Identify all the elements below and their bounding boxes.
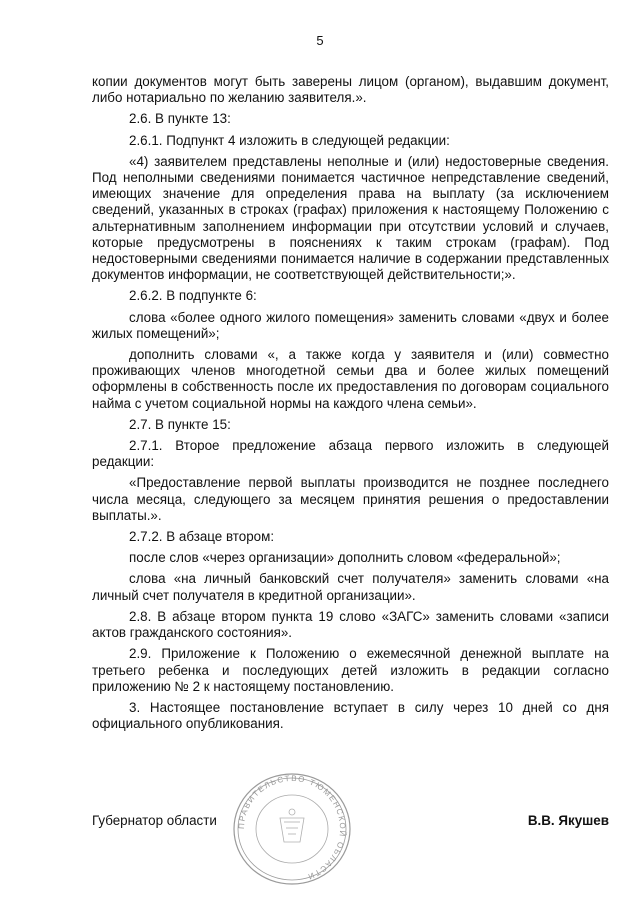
paragraph: 2.6.1. Подпункт 4 изложить в следующей редакции: [129,132,450,148]
paragraph: 2.7.2. В абзаце втором: [129,529,275,545]
paragraph: «4) заявителем представлены неполные и (или) недостоверные сведения. Под неполными сведениями понимается частичное непредставление сведений, имеющих значение для определения права на выплату (за исключением сведений, указанных в строках (графах) приложения к настоящему Положению с альтернативным заполнением информации при отсутствии условий и случаев, которые предусмотрены в пояснениях к таким строкам (графам). Под недостоверными сведениями понимается наличие в содержании представленных документов информации, не соответствующей действительности;». [92,153,609,283]
paragraph: после слов «через организации» дополнить словом «федеральной»; [129,550,561,566]
seal-text: ПРАВИТЕЛЬСТВО ТЮМЕНСКОЙ ОБЛАСТИ [236,773,348,882]
paragraph: 3. Настоящее постановление вступает в силу через 10 дней со дня официального опубликования. [92,699,609,732]
paragraph: «Предоставление первой выплаты производится не позднее последнего числа месяца, следующего за месяцем принятия решения о предоставлении выплаты.». [92,475,609,523]
signatory-name: В.В. Якушев [527,813,609,828]
paragraph: 2.7.1. Второе предложение абзаца первого изложить в следующей редакции: [92,438,609,470]
paragraph: 2.8. В абзаце втором пункта 19 слово «ЗАГС» заменить словами «записи актов гражданского состояния». [92,608,609,641]
paragraph: дополнить словами «, а также когда у заявителя и (или) совместно проживающих членов многодетной семьи два и более жилых помещений оформлены в собственность после их предоставления по договорам социального найма с учетом социальной нормы на каждого члена семьи». [92,347,609,411]
page-number: 5 [316,33,324,48]
paragraph: копии документов могут быть заверены лицом (органом), выдавшим документ, либо нотариально по желанию заявителя.». [92,74,609,106]
paragraph: 2.9. Приложение к Положению о ежемесячной денежной выплате на третьего ребенка и последующих детей изложить в редакции согласно приложению № 2 к настоящему постановлению. [92,646,609,694]
paragraph: слова «на личный банковский счет получателя» заменить словами «на личный счет получателя в кредитной организации». [92,571,609,603]
document-body [92,74,609,737]
signature-block [92,813,609,837]
paragraph: 2.6. В пункте 13: [129,111,231,127]
paragraph: 2.7. В пункте 15: [129,416,231,432]
paragraph: слова «более одного жилого помещения» заменить словами «двух и более жилых помещений»; [92,309,609,341]
paragraph: 2.6.2. В подпункте 6: [129,288,257,304]
signatory-title: Губернатор области [92,813,217,828]
